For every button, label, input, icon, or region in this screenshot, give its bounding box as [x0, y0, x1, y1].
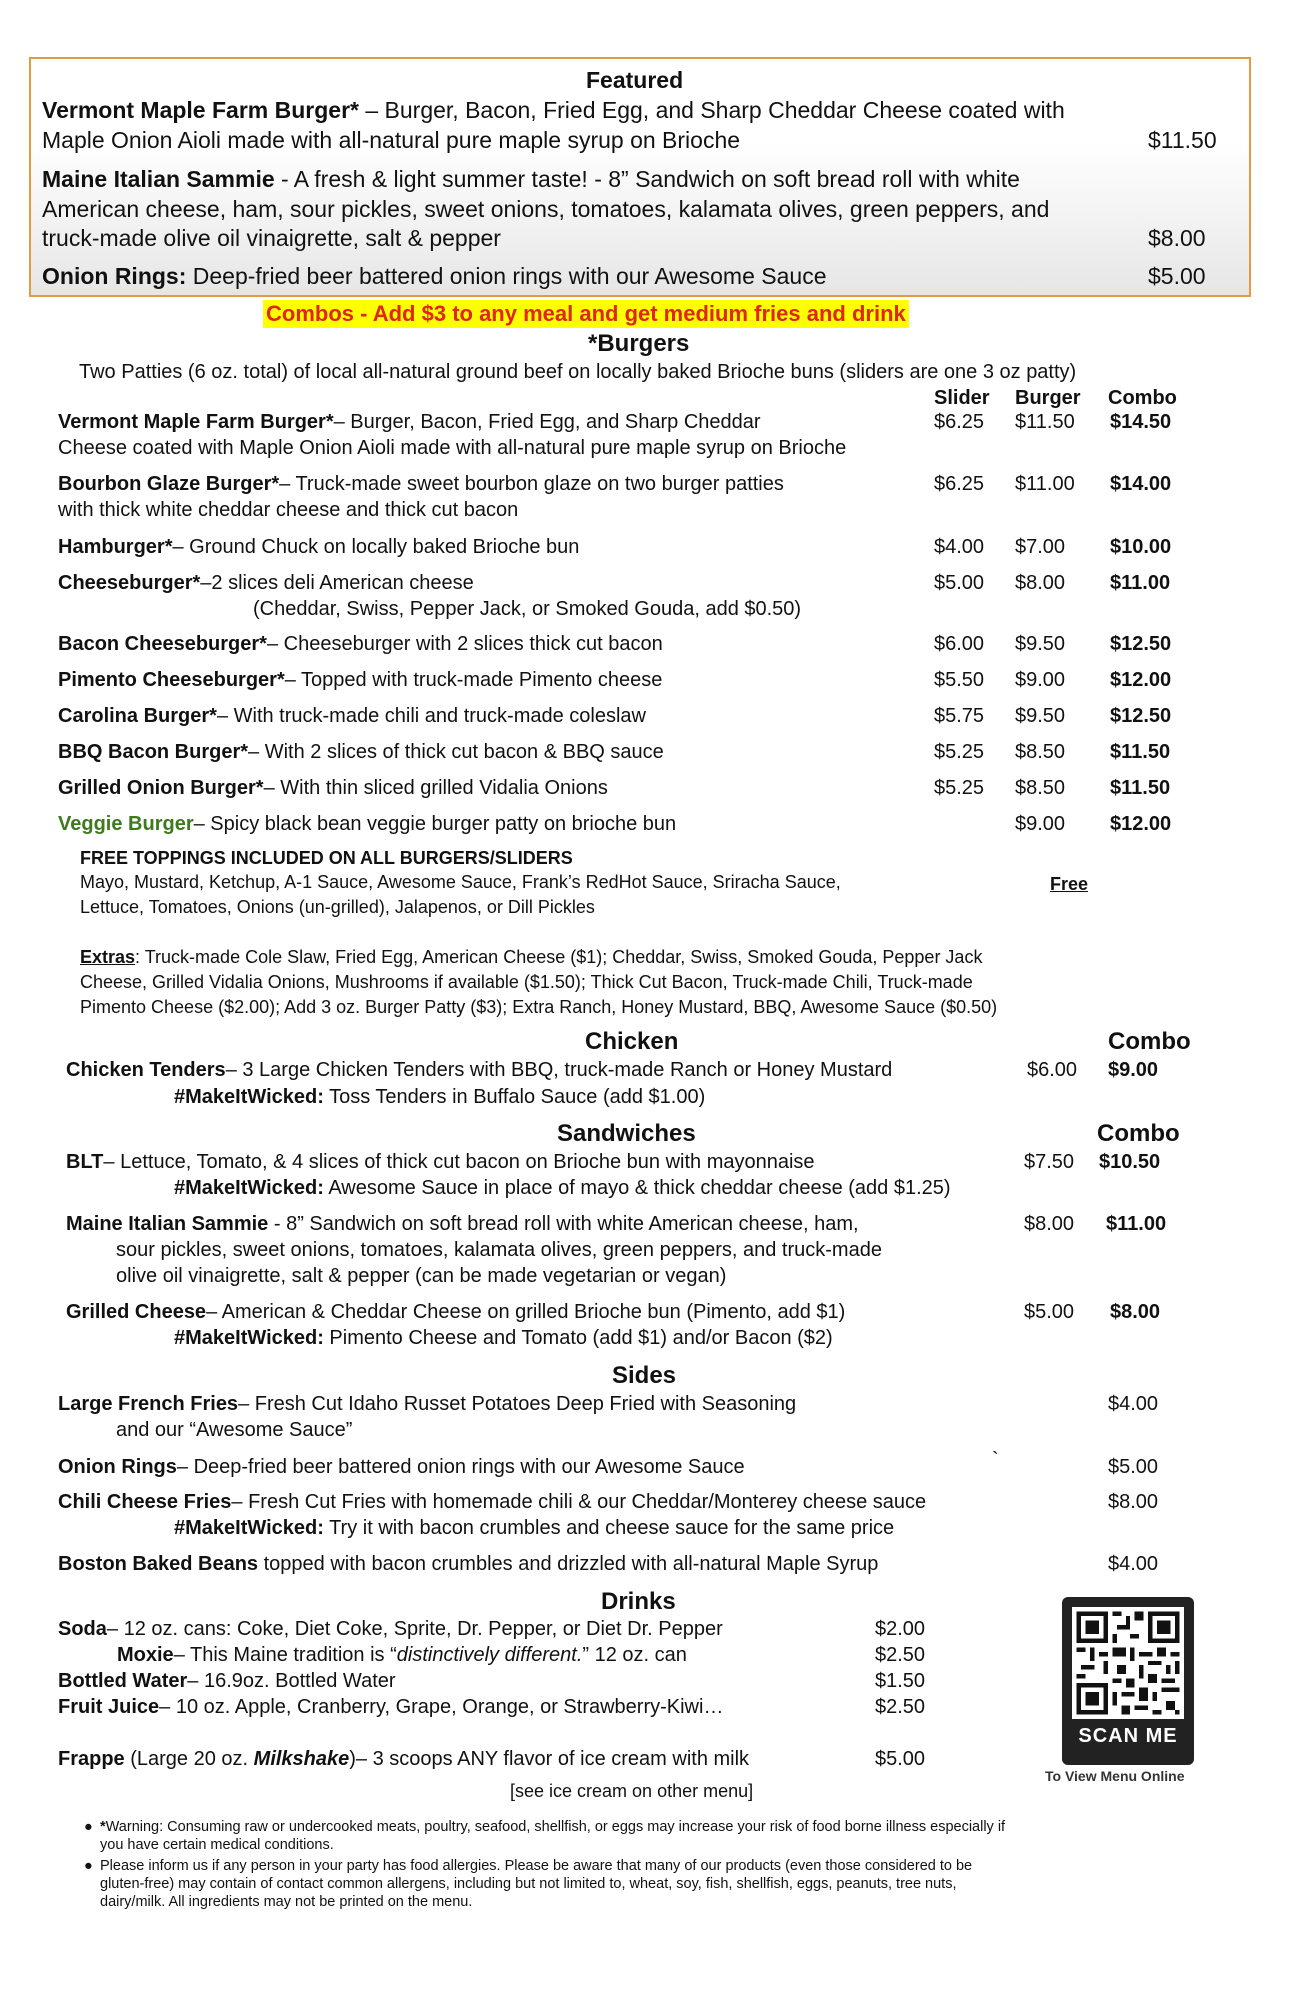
- burger-price-burger: $11.00: [1015, 473, 1075, 495]
- blt-wicked: [174, 1176, 951, 1201]
- allergy-line3: dairy/milk. All ingredients may not be printed on the menu.: [100, 1894, 473, 1910]
- burger-price-combo: $14.00: [1110, 473, 1172, 495]
- side-onion-rings: [58, 1455, 745, 1480]
- sandwiches-combo-header: Combo: [1097, 1120, 1180, 1147]
- warning-star: *: [100, 1819, 106, 1835]
- item-name: Chili Cheese Fries: [58, 1491, 232, 1513]
- item-name: Soda: [58, 1618, 107, 1640]
- item-desc-end: )– 3 scoops ANY flavor of ice cream with milk: [349, 1748, 750, 1770]
- toppings-price: Free: [1050, 874, 1089, 894]
- warning-line1: [100, 1818, 1005, 1836]
- item-desc: – Fresh Cut Fries with homemade chili & our Cheddar/Monterey cheese sauce: [231, 1491, 927, 1513]
- qr-code[interactable]: [1062, 1597, 1194, 1765]
- sandwich-blt: [66, 1150, 815, 1175]
- item-name: Frappe: [58, 1748, 125, 1770]
- burger-price-combo: $10.00: [1110, 536, 1172, 558]
- grilled-cheese-combo-price: $8.00: [1110, 1301, 1161, 1323]
- grilled-cheese-price: $5.00: [1024, 1301, 1075, 1323]
- item-desc: topped with bacon crumbles and drizzled with all-natural Maple Syrup: [258, 1553, 879, 1575]
- item-desc: –2 slices deli American cheese: [200, 572, 474, 594]
- item-name: BBQ Bacon Burger*: [58, 741, 249, 763]
- item-name: Veggie Burger: [58, 813, 194, 835]
- wicked-text: Toss Tenders in Buffalo Sauce (add $1.00): [323, 1086, 706, 1108]
- burger-price-combo: $11.50: [1110, 741, 1171, 763]
- featured-item-name: Vermont Maple Farm Burger*: [42, 97, 359, 123]
- extras-text: : Truck-made Cole Slaw, Fried Egg, American Cheese ($1); Cheddar, Swiss, Smoked Gouda, Pepper Jack: [135, 947, 983, 967]
- item-desc: – American & Cheddar Cheese on grilled Brioche bun (Pimento, add $1): [206, 1301, 846, 1323]
- featured-item-name: Maine Italian Sammie: [42, 166, 275, 192]
- chili-cheese-fries-price: $8.00: [1108, 1491, 1159, 1513]
- burger-price-burger: $8.00: [1015, 572, 1066, 594]
- featured-item-name: Onion Rings:: [42, 263, 187, 289]
- item-desc: – Topped with truck-made Pimento cheese: [284, 669, 663, 691]
- item-desc: (Large 20 oz.: [124, 1748, 254, 1770]
- item-desc: – Spicy black bean veggie burger patty on brioche bun: [193, 813, 677, 835]
- item-name: Fruit Juice: [58, 1696, 160, 1718]
- sides-title: Sides: [612, 1362, 677, 1389]
- item-desc: – Lettuce, Tomato, & 4 slices of thick cut bacon on Brioche bun with mayonnaise: [103, 1151, 815, 1173]
- featured-item-1-line1: [42, 96, 1065, 125]
- item-desc: – With 2 slices of thick cut bacon & BBQ sauce: [248, 741, 664, 763]
- toppings-title: FREE TOPPINGS INCLUDED ON ALL BURGERS/SLIDERS: [80, 848, 573, 868]
- grilled-cheese-wicked: [174, 1326, 833, 1351]
- item-name: Grilled Cheese: [66, 1301, 207, 1323]
- burgers-subtitle: Two Patties (6 oz. total) of local all-natural ground beef on locally baked Brioche buns (sliders are one 3 oz patty): [79, 361, 1077, 383]
- blt-combo-price: $10.50: [1099, 1151, 1161, 1173]
- featured-item-2-line3: truck-made olive oil vinaigrette, salt & pepper: [42, 225, 501, 251]
- sandwich-grilled-cheese: [66, 1300, 845, 1325]
- toppings-line2: Lettuce, Tomatoes, Onions (un-grilled), Jalapenos, or Dill Pickles: [80, 897, 595, 917]
- burger-price-burger: $9.50: [1015, 705, 1066, 727]
- side-baked-beans: [58, 1552, 878, 1577]
- burger-item: [58, 410, 761, 435]
- burger-price-slider: $4.00: [934, 536, 985, 558]
- burger-price-burger: $9.50: [1015, 633, 1066, 655]
- drinks-note: [see ice cream on other menu]: [510, 1781, 754, 1801]
- item-desc: – 10 oz. Apple, Cranberry, Grape, Orange, or Strawberry-Kiwi…: [159, 1696, 724, 1718]
- item-name: Large French Fries: [58, 1393, 239, 1415]
- burger-price-burger: $11.50: [1015, 411, 1075, 433]
- chicken-price: $6.00: [1027, 1059, 1078, 1081]
- item-name: Bourbon Glaze Burger*: [58, 473, 280, 495]
- featured-item-desc: – Burger, Bacon, Fried Egg, and Sharp Cheddar Cheese coated with: [358, 97, 1065, 123]
- burgers-title: *Burgers: [588, 330, 690, 357]
- burger-price-combo: $12.00: [1110, 669, 1172, 691]
- item-desc: – 16.9oz. Bottled Water: [187, 1670, 396, 1692]
- maine-italian-desc2: sour pickles, sweet onions, tomatoes, kalamata olives, green peppers, and truck-made: [116, 1239, 882, 1261]
- side-chili-cheese-fries: [58, 1490, 926, 1515]
- drink-fruit-juice: [58, 1695, 723, 1720]
- featured-item-3-line1: [42, 262, 827, 291]
- burger-price-combo: $14.50: [1110, 411, 1172, 433]
- item-desc: – 3 Large Chicken Tenders with BBQ, truck-made Ranch or Honey Mustard: [225, 1059, 893, 1081]
- bullet-icon: ●: [84, 1819, 93, 1835]
- blt-price: $7.50: [1024, 1151, 1075, 1173]
- item-desc-line2: with thick white cheddar cheese and thick cut bacon: [58, 499, 519, 521]
- onion-rings-price: $5.00: [1108, 1456, 1159, 1478]
- item-desc-end: ” 12 oz. can: [582, 1644, 687, 1666]
- allergy-line1: Please inform us if any person in your party has food allergies. Please be aware that many of our products (even those considered to be: [100, 1858, 973, 1874]
- item-desc: – Cheeseburger with 2 slices thick cut bacon: [266, 633, 663, 655]
- item-desc: - 8” Sandwich on soft bread roll with white American cheese, ham,: [268, 1213, 859, 1235]
- item-desc-line2: (Cheddar, Swiss, Pepper Jack, or Smoked Gouda, add $0.50): [253, 598, 802, 620]
- item-name: Hamburger*: [58, 536, 173, 558]
- burger-price-slider: $5.00: [934, 572, 985, 594]
- moxie-price: $2.50: [875, 1644, 926, 1666]
- item-desc-italic: distinctively different.: [396, 1644, 583, 1666]
- item-desc: – Deep-fried beer battered onion rings with our Awesome Sauce: [176, 1456, 745, 1478]
- drink-moxie: [117, 1643, 687, 1668]
- featured-item-desc: - A fresh & light summer taste! - 8” Sandwich on soft bread roll with white: [274, 166, 1020, 192]
- maine-italian-combo-price: $11.00: [1106, 1213, 1167, 1235]
- drink-bottled-water: [58, 1669, 396, 1694]
- extras-line2: Cheese, Grilled Vidalia Onions, Mushrooms if available ($1.50); Thick Cut Bacon, Truck-made Chili, Truck-made: [80, 972, 973, 992]
- drink-frappe: [58, 1747, 749, 1772]
- burger-item: [58, 535, 579, 560]
- extras-line1: [80, 946, 982, 968]
- wicked-label: #MakeItWicked:: [174, 1517, 324, 1539]
- combos-banner: Combos - Add $3 to any meal and get medium fries and drink: [263, 300, 909, 328]
- item-desc: – This Maine tradition is “: [173, 1644, 397, 1666]
- soda-price: $2.00: [875, 1618, 926, 1640]
- chicken-title: Chicken: [585, 1028, 679, 1055]
- burger-price-combo: $12.50: [1110, 705, 1172, 727]
- qr-caption: To View Menu Online: [1045, 1768, 1185, 1784]
- burger-price-combo: $11.00: [1110, 572, 1171, 594]
- burger-item: [58, 632, 663, 657]
- chicken-wicked: [174, 1085, 705, 1110]
- sandwiches-title: Sandwiches: [557, 1120, 696, 1147]
- burger-item: [58, 812, 676, 837]
- col-header-burger: Burger: [1015, 387, 1081, 409]
- col-header-slider: Slider: [934, 387, 990, 409]
- burger-item: [58, 472, 784, 497]
- extras-line3: Pimento Cheese ($2.00); Add 3 oz. Burger Patty ($3); Extra Ranch, Honey Mustard, BBQ, Awesome Sauce ($0.50): [80, 997, 998, 1017]
- maine-italian-desc3: olive oil vinaigrette, salt & pepper (can be made vegetarian or vegan): [116, 1265, 727, 1287]
- item-name: Cheeseburger*: [58, 572, 201, 594]
- chili-cheese-wicked: [174, 1516, 894, 1541]
- burger-price-combo: $11.50: [1110, 777, 1171, 799]
- warning-line2: you have certain medical conditions.: [100, 1837, 334, 1853]
- item-desc: – Fresh Cut Idaho Russet Potatoes Deep Fried with Seasoning: [238, 1393, 797, 1415]
- item-name: Maine Italian Sammie: [66, 1213, 269, 1235]
- item-name: Moxie: [117, 1644, 174, 1666]
- wicked-label: #MakeItWicked:: [174, 1327, 324, 1349]
- burger-price-combo: $12.00: [1110, 813, 1172, 835]
- item-desc: – With thin sliced grilled Vidalia Onions: [263, 777, 608, 799]
- onion-rings-mark: `: [992, 1449, 999, 1471]
- item-name: Grilled Onion Burger*: [58, 777, 264, 799]
- burger-price-slider: $5.25: [934, 741, 985, 763]
- drinks-title: Drinks: [601, 1588, 676, 1615]
- item-name: Chicken Tenders: [66, 1059, 226, 1081]
- french-fries-price: $4.00: [1108, 1393, 1159, 1415]
- burger-item: [58, 668, 662, 693]
- toppings-line1: Mayo, Mustard, Ketchup, A-1 Sauce, Awesome Sauce, Frank’s RedHot Sauce, Sriracha Sauce,: [80, 872, 841, 892]
- side-french-fries: [58, 1392, 796, 1417]
- burger-item: [58, 704, 646, 729]
- item-desc: – 12 oz. cans: Coke, Diet Coke, Sprite, Dr. Pepper, or Diet Dr. Pepper: [106, 1618, 723, 1640]
- item-name: Bacon Cheeseburger*: [58, 633, 267, 655]
- burger-price-burger: $8.50: [1015, 777, 1066, 799]
- bullet-icon: ●: [84, 1858, 93, 1874]
- item-name: Pimento Cheeseburger*: [58, 669, 285, 691]
- scan-me-label: SCAN ME: [1078, 1725, 1178, 1747]
- featured-item-2-price: $8.00: [1148, 225, 1206, 251]
- burger-price-slider: $5.50: [934, 669, 985, 691]
- burger-price-burger: $8.50: [1015, 741, 1066, 763]
- burger-item: [58, 776, 608, 801]
- featured-item-3-price: $5.00: [1148, 263, 1206, 289]
- item-desc-line2: Cheese coated with Maple Onion Aioli made with all-natural pure maple syrup on Brioche: [58, 437, 847, 459]
- item-desc: – With truck-made chili and truck-made coleslaw: [216, 705, 646, 727]
- bottled-water-price: $1.50: [875, 1670, 926, 1692]
- item-name: BLT: [66, 1151, 104, 1173]
- wicked-label: #MakeItWicked:: [174, 1086, 324, 1108]
- burger-price-slider: $6.25: [934, 473, 985, 495]
- item-name: Onion Rings: [58, 1456, 177, 1478]
- item-desc: – Truck-made sweet bourbon glaze on two burger patties: [279, 473, 784, 495]
- burger-price-slider: $6.25: [934, 411, 985, 433]
- item-name: Bottled Water: [58, 1670, 188, 1692]
- burger-price-slider: $6.00: [934, 633, 985, 655]
- baked-beans-price: $4.00: [1108, 1553, 1159, 1575]
- chicken-combo-price: $9.00: [1108, 1059, 1159, 1081]
- item-name: Vermont Maple Farm Burger*: [58, 411, 334, 433]
- item-name: Boston Baked Beans: [58, 1553, 259, 1575]
- french-fries-desc2: and our “Awesome Sauce”: [116, 1419, 353, 1441]
- burger-item: [58, 571, 474, 596]
- wicked-label: #MakeItWicked:: [174, 1177, 324, 1199]
- maine-italian-price: $8.00: [1024, 1213, 1075, 1235]
- wicked-text: Try it with bacon crumbles and cheese sauce for the same price: [323, 1517, 895, 1539]
- wicked-text: Pimento Cheese and Tomato (add $1) and/or Bacon ($2): [323, 1327, 833, 1349]
- warning-text: Warning: Consuming raw or undercooked meats, poultry, seafood, shellfish, or eggs may increase your risk of food borne illness especially if: [105, 1819, 1006, 1835]
- featured-item-2-line1: [42, 165, 1020, 194]
- sandwich-maine-italian: [66, 1212, 859, 1237]
- burger-item: [58, 740, 664, 765]
- qr-code-icon: [1072, 1607, 1184, 1719]
- chicken-tenders-item: [66, 1058, 892, 1083]
- burger-price-slider: $5.25: [934, 777, 985, 799]
- chicken-combo-header: Combo: [1108, 1028, 1191, 1055]
- burger-price-combo: $12.50: [1110, 633, 1172, 655]
- col-header-combo: Combo: [1108, 387, 1177, 409]
- frappe-price: $5.00: [875, 1748, 926, 1770]
- featured-title: Featured: [586, 67, 684, 93]
- item-desc: – Burger, Bacon, Fried Egg, and Sharp Cheddar: [333, 411, 761, 433]
- allergy-line2: gluten-free) may contain of contact common allergens, including but not limited to, wheat, soy, fish, shellfish, eggs, peanuts, tree nuts,: [100, 1876, 957, 1892]
- item-desc: – Ground Chuck on locally baked Brioche bun: [172, 536, 580, 558]
- burger-price-slider: $5.75: [934, 705, 985, 727]
- extras-label: Extras: [80, 947, 136, 967]
- burger-price-burger: $9.00: [1015, 813, 1066, 835]
- featured-item-1-price: $11.50: [1148, 127, 1217, 153]
- burger-price-burger: $7.00: [1015, 536, 1066, 558]
- featured-item-2-line2: American cheese, ham, sour pickles, sweet onions, tomatoes, kalamata olives, green peppers, and: [42, 196, 1050, 222]
- item-desc-italic: Milkshake: [253, 1748, 350, 1770]
- fruit-juice-price: $2.50: [875, 1696, 926, 1718]
- wicked-text: Awesome Sauce in place of mayo & thick cheddar cheese (add $1.25): [323, 1177, 951, 1199]
- drink-soda: [58, 1617, 723, 1642]
- featured-item-desc: Deep-fried beer battered onion rings with our Awesome Sauce: [186, 263, 827, 289]
- item-name: Carolina Burger*: [58, 705, 217, 727]
- burger-price-burger: $9.00: [1015, 669, 1066, 691]
- featured-item-1-line2: Maple Onion Aioli made with all-natural pure maple syrup on Brioche: [42, 127, 741, 153]
